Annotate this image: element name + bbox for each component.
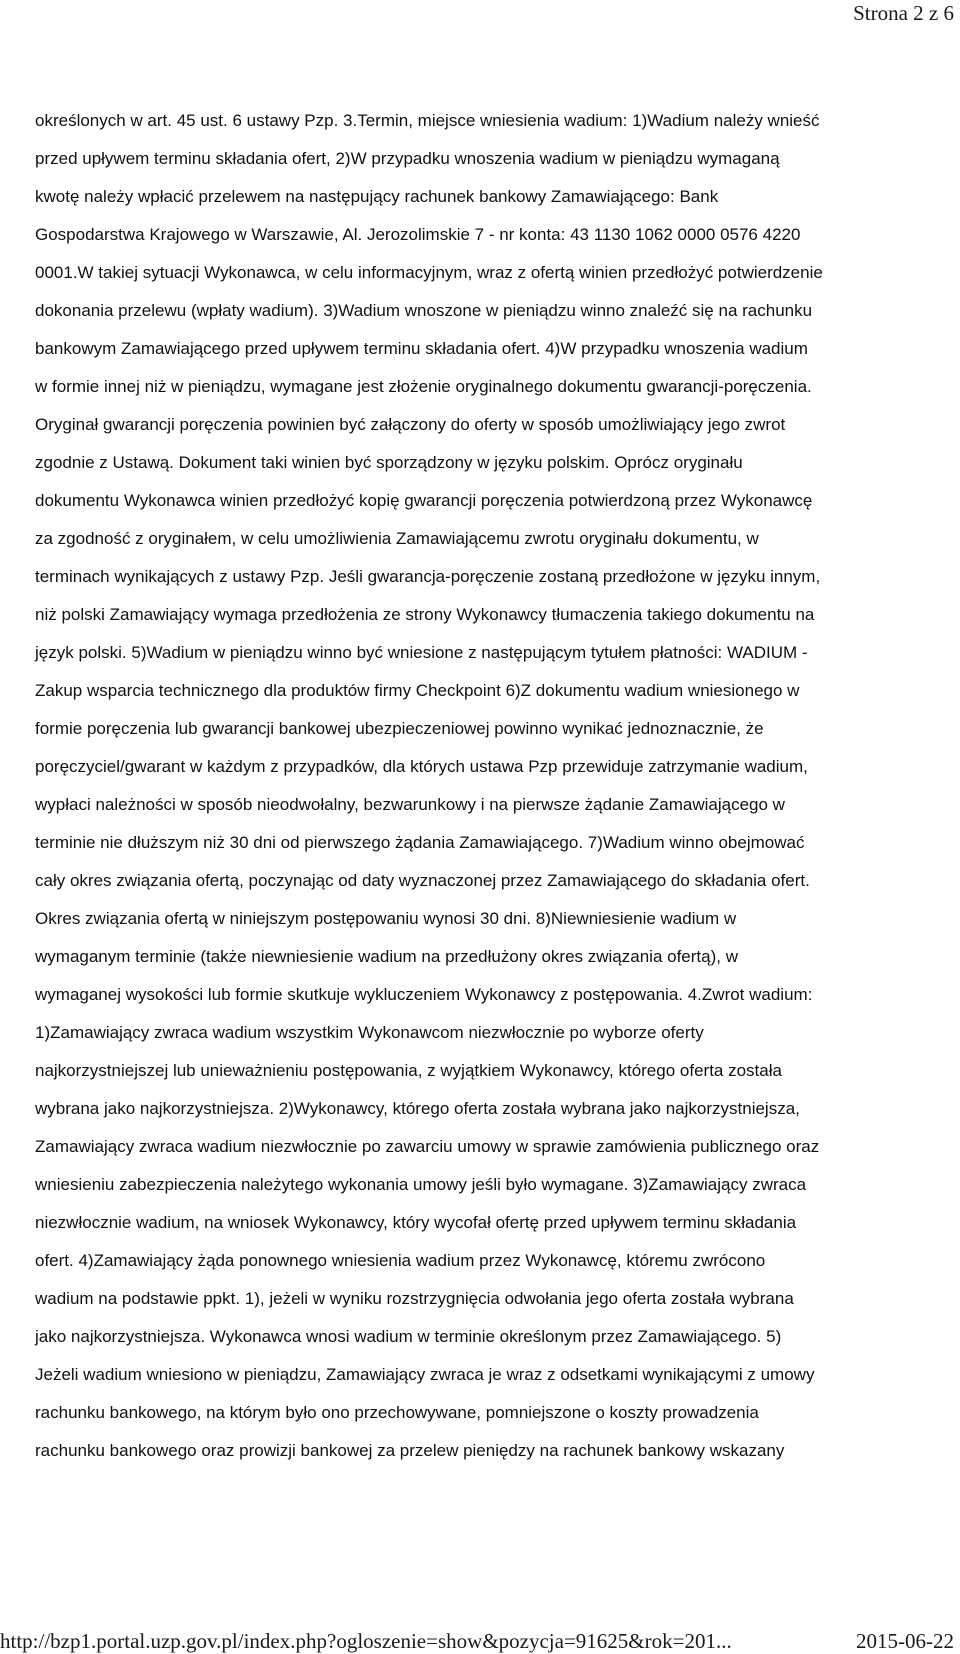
text-line: niezwłocznie wadium, na wniosek Wykonawcy, który wycofał ofertę przed upływem terminu składania	[35, 1213, 797, 1232]
text-line: niż polski Zamawiający wymaga przedłożenia ze strony Wykonawcy tłumaczenia takiego dokumentu na	[35, 605, 815, 624]
footer-print-date: 2015-06-22	[856, 1629, 954, 1653]
text-line: wymaganej wysokości lub formie skutkuje wykluczeniem Wykonawcy z postępowania. 4.Zwrot wadium:	[35, 985, 813, 1004]
text-line: rachunku bankowego oraz prowizji bankowej za przelew pieniędzy na rachunek bankowy wskazany	[35, 1441, 785, 1460]
text-line: terminach wynikających z ustawy Pzp. Jeśli gwarancja-poręczenie zostaną przedłożone w języku innym,	[35, 567, 821, 586]
text-line: 1)Zamawiający zwraca wadium wszystkim Wykonawcom niezwłocznie po wyborze oferty	[35, 1023, 704, 1042]
text-line: Zakup wsparcia technicznego dla produktów firmy Checkpoint 6)Z dokumentu wadium wniesionego w	[35, 681, 800, 700]
text-line: wniesieniu zabezpieczenia należytego wykonania umowy jeśli było wymagane. 3)Zamawiający zwraca	[35, 1175, 807, 1194]
text-line: terminie nie dłuższym niż 30 dni od pierwszego żądania Zamawiającego. 7)Wadium winno obejmować	[35, 833, 805, 852]
text-line: Okres związania ofertą w niniejszym postępowaniu wynosi 30 dni. 8)Niewniesienie wadium w	[35, 909, 737, 928]
text-line: w formie innej niż w pieniądzu, wymagane jest złożenie oryginalnego dokumentu gwarancji-poręczenia.	[35, 377, 812, 396]
text-line: formie poręczenia lub gwarancji bankowej ubezpieczeniowej powinno wynikać jednoznacznie, że	[35, 719, 764, 738]
text-line: język polski. 5)Wadium w pieniądzu winno być wniesione z następującym tytułem płatności: WADIUM -	[35, 643, 808, 662]
text-line: dokonania przelewu (wpłaty wadium). 3)Wadium wnoszone w pieniądzu winno znaleźć się na rachunku	[35, 301, 813, 320]
text-line: cały okres związania ofertą, poczynając od daty wyznaczonej przez Zamawiającego do składania ofert.	[35, 871, 810, 890]
text-line: jako najkorzystniejsza. Wykonawca wnosi wadium w terminie określonym przez Zamawiającego. 5)	[35, 1327, 782, 1346]
document-body-text	[35, 102, 930, 1470]
text-line: określonych w art. 45 ust. 6 ustawy Pzp. 3.Termin, miejsce wniesienia wadium: 1)Wadium należy wnieść	[35, 111, 820, 130]
text-line: 0001.W takiej sytuacji Wykonawca, w celu informacyjnym, wraz z ofertą winien przedłożyć potwierdzenie	[35, 263, 823, 282]
text-line: za zgodność z oryginałem, w celu umożliwienia Zamawiającemu zwrotu oryginału dokumentu, w	[35, 529, 759, 548]
text-line: bankowym Zamawiającego przed upływem terminu składania ofert. 4)W przypadku wnoszenia wadium	[35, 339, 808, 358]
text-line: ofert. 4)Zamawiający żąda ponownego wniesienia wadium przez Wykonawcę, któremu zwrócono	[35, 1251, 766, 1270]
text-line: wymaganym terminie (także niewniesienie wadium na przedłużony okres związania ofertą), w	[35, 947, 738, 966]
text-line: wybrana jako najkorzystniejsza. 2)Wykonawcy, którego oferta została wybrana jako najkorzystniejsza,	[35, 1099, 800, 1118]
page-number-indicator: Strona 2 z 6	[853, 1, 954, 25]
text-line: wadium na podstawie ppkt. 1), jeżeli w wyniku rozstrzygnięcia odwołania jego oferta została wybrana	[35, 1289, 794, 1308]
text-line: Jeżeli wadium wniesiono w pieniądzu, Zamawiający zwraca je wraz z odsetkami wynikającymi z umowy	[35, 1365, 815, 1384]
text-line: przed upływem terminu składania ofert, 2)W przypadku wnoszenia wadium w pieniądzu wymaganą	[35, 149, 780, 168]
text-line: Oryginał gwarancji poręczenia powinien być załączony do oferty w sposób umożliwiający jego zwrot	[35, 415, 786, 434]
text-line: Gospodarstwa Krajowego w Warszawie, Al. Jerozolimskie 7 - nr konta: 43 1130 1062 0000 0576 4220	[35, 225, 801, 244]
text-line: rachunku bankowego, na którym było ono przechowywane, pomniejszone o koszty prowadzenia	[35, 1403, 759, 1422]
footer-url: http://bzp1.portal.uzp.gov.pl/index.php?ogloszenie=show&pozycja=91625&rok=201...	[0, 1629, 732, 1653]
page-footer	[0, 1628, 960, 1654]
text-line: najkorzystniejszej lub unieważnieniu postępowania, z wyjątkiem Wykonawcy, którego oferta została	[35, 1061, 782, 1080]
text-line: Zamawiający zwraca wadium niezwłocznie po zawarciu umowy w sprawie zamówienia publicznego oraz	[35, 1137, 820, 1156]
text-line: poręczyciel/gwarant w każdym z przypadków, dla których ustawa Pzp przewiduje zatrzymanie wadium,	[35, 757, 808, 776]
text-line: wypłaci należności w sposób nieodwołalny, bezwarunkowy i na pierwsze żądanie Zamawiającego w	[35, 795, 785, 814]
text-line: kwotę należy wpłacić przelewem na następujący rachunek bankowy Zamawiającego: Bank	[35, 187, 719, 206]
text-line: dokumentu Wykonawca winien przedłożyć kopię gwarancji poręczenia potwierdzoną przez Wykonawcę	[35, 491, 813, 510]
text-line: zgodnie z Ustawą. Dokument taki winien być sporządzony w języku polskim. Oprócz oryginału	[35, 453, 743, 472]
